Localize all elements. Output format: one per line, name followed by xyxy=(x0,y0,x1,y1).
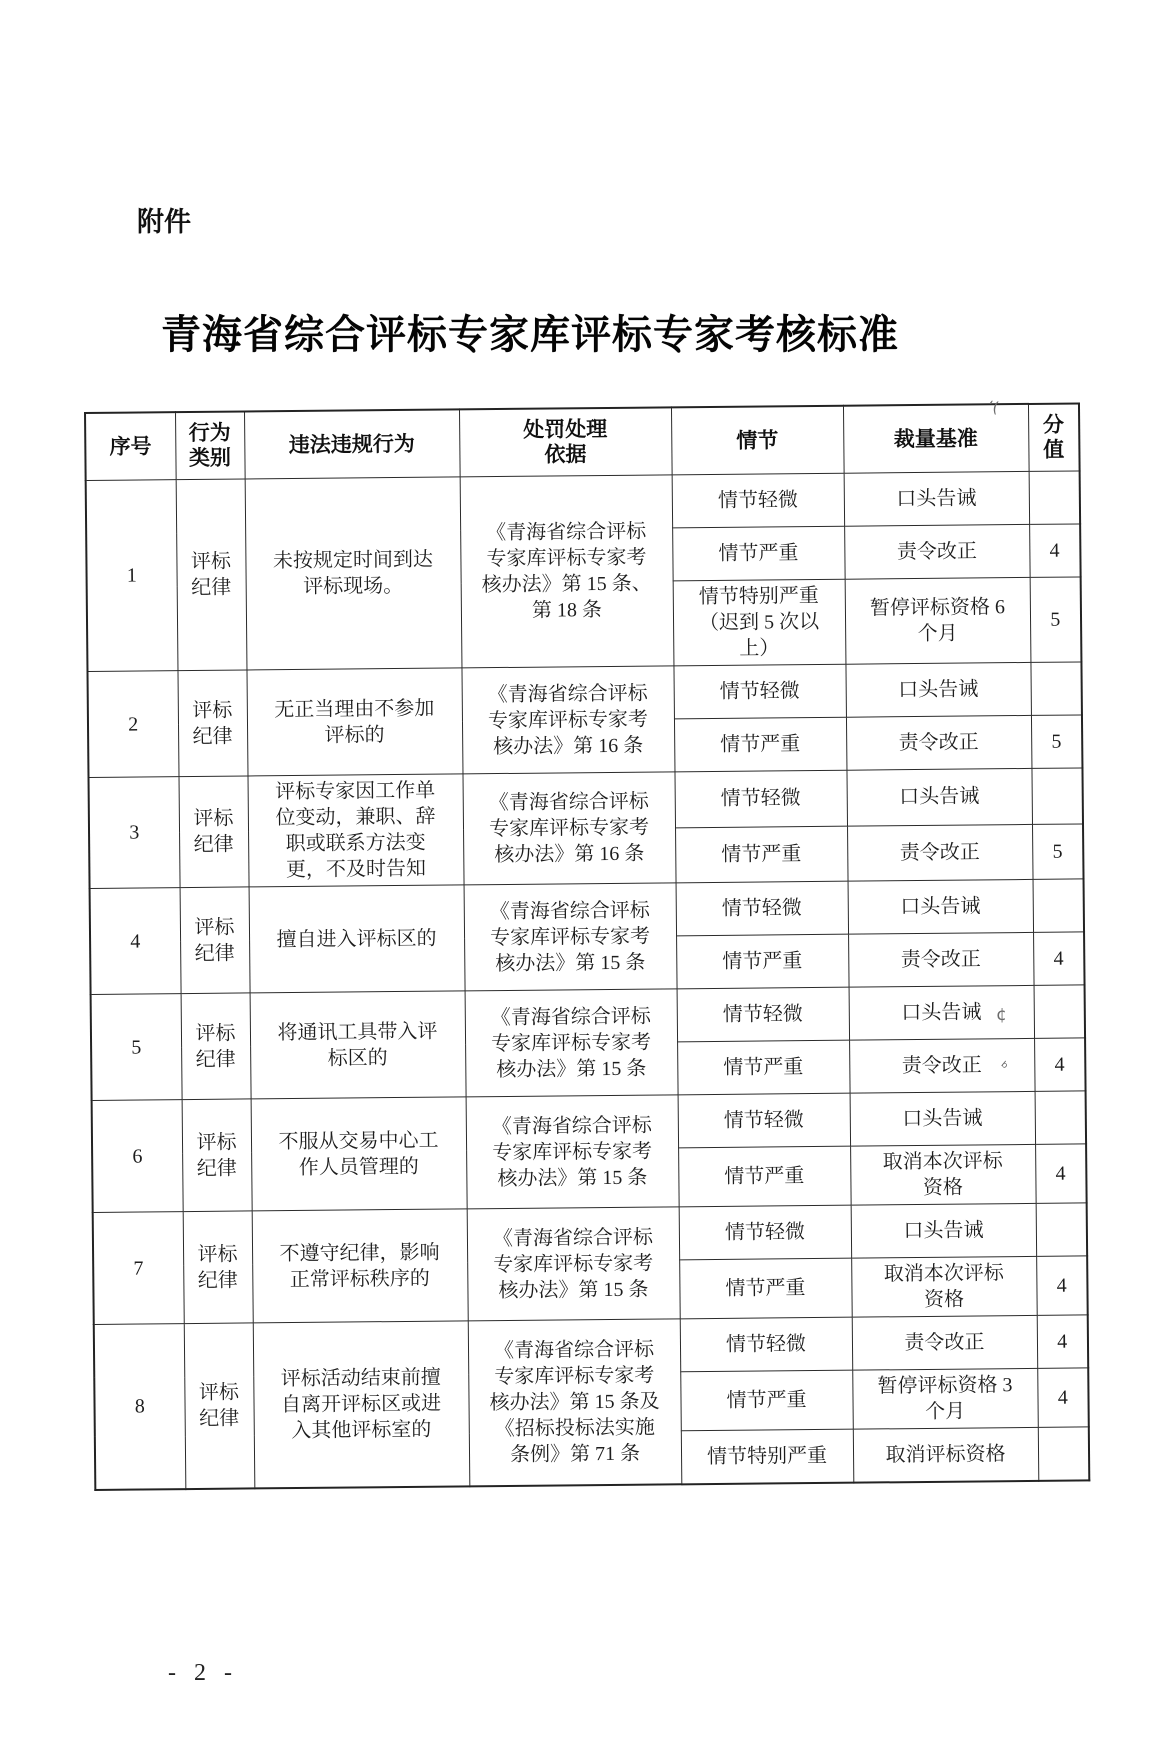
table-row xyxy=(87,662,1081,725)
cell-circumstance: 情节轻微 xyxy=(674,770,847,827)
column-header: 处罚处理 依据 xyxy=(459,407,672,477)
assessment-table-wrapper xyxy=(84,402,1088,1490)
cell-circumstance: 情节轻微 xyxy=(673,664,846,719)
table-header-row xyxy=(85,403,1080,480)
cell-basis: 《青海省综合评标 专家库评标专家考 核办法》第 15 条 xyxy=(467,1207,680,1321)
cell-circumstance: 情节特别严重 （迟到 5 次以 上） xyxy=(673,579,846,666)
column-header: 行为 类别 xyxy=(175,411,245,479)
column-header: 分 值 xyxy=(1028,403,1080,471)
cell-serial-no: 5 xyxy=(91,994,182,1101)
cell-circumstance: 情节严重 xyxy=(674,717,847,772)
column-header: 序号 xyxy=(85,412,176,480)
cell-score: 5 xyxy=(1031,715,1083,768)
page-number: - 2 - xyxy=(168,1660,238,1686)
cell-score: 4 xyxy=(1037,1315,1089,1368)
cell-serial-no: 2 xyxy=(87,671,178,778)
cell-category: 评标 纪律 xyxy=(183,1211,253,1324)
cell-measure: 口头告诫 xyxy=(850,1091,1036,1146)
table-body xyxy=(86,471,1090,1490)
cell-score: 4 xyxy=(1034,1038,1086,1091)
cell-category: 评标 纪律 xyxy=(181,993,251,1100)
cell-measure: 责令改正 xyxy=(844,524,1030,579)
cell-measure: 责令改正 xyxy=(846,715,1032,770)
page-title: 青海省综合评标专家库评标专家考核标准 xyxy=(161,311,899,357)
cell-behavior: 不遵守纪律，影响 正常评标秩序的 xyxy=(252,1209,468,1323)
table-row xyxy=(91,985,1085,1048)
cell-circumstance: 情节严重 xyxy=(676,934,849,989)
cell-basis: 《青海省综合评标 专家库评标专家考 核办法》第 15 条、 第 18 条 xyxy=(460,475,674,668)
cell-measure: 口头告诫 xyxy=(848,879,1034,934)
cell-measure: 责令改正 xyxy=(852,1315,1038,1370)
cell-basis: 《青海省综合评标 专家库评标专家考 核办法》第 16 条 xyxy=(461,666,674,774)
cell-measure: 取消评标资格 xyxy=(853,1427,1039,1482)
cell-behavior: 未按规定时间到达 评标现场。 xyxy=(245,477,462,670)
cell-score xyxy=(1035,1091,1087,1144)
cell-score: 4 xyxy=(1036,1256,1088,1315)
cell-score xyxy=(1036,1203,1088,1256)
attachment-label: 附件 xyxy=(137,207,191,237)
cell-circumstance: 情节严重 xyxy=(680,1370,853,1431)
cell-circumstance: 情节严重 xyxy=(679,1258,852,1319)
cell-score: 4 xyxy=(1029,524,1081,577)
cell-circumstance: 情节轻微 xyxy=(679,1205,852,1260)
cell-score: 4 xyxy=(1037,1368,1089,1427)
scan-artifact: ᵇ xyxy=(994,1058,1012,1076)
cell-score xyxy=(1034,985,1086,1038)
cell-measure: 口头告诫 xyxy=(849,985,1035,1040)
cell-circumstance: 情节严重 xyxy=(678,1146,851,1207)
table-row xyxy=(93,1203,1087,1266)
cell-behavior: 擅自进入评标区的 xyxy=(249,885,465,993)
cell-measure: 责令改正 xyxy=(847,824,1033,881)
cell-category: 评标 纪律 xyxy=(177,670,247,777)
cell-serial-no: 8 xyxy=(94,1324,186,1490)
cell-score: 5 xyxy=(1030,577,1082,662)
cell-behavior: 评标活动结束前擅 自离开评标区或进 入其他评标室的 xyxy=(253,1321,470,1489)
column-header: 违法违规行为 xyxy=(244,409,460,479)
scan-artifact: ¢ xyxy=(996,1005,1007,1025)
cell-basis: 《青海省综合评标 专家库评标专家考 核办法》第 15 条及 《招标投标法实施 条例》第 71 条 xyxy=(468,1319,682,1487)
table-row xyxy=(92,1091,1086,1154)
assessment-table xyxy=(84,402,1090,1491)
cell-measure: 取消本次评标 资格 xyxy=(850,1144,1036,1205)
cell-behavior: 不服从交易中心工 作人员管理的 xyxy=(251,1097,467,1211)
cell-serial-no: 7 xyxy=(93,1212,184,1325)
cell-circumstance: 情节严重 xyxy=(675,826,848,883)
cell-score xyxy=(1030,662,1082,715)
cell-score: 5 xyxy=(1032,823,1084,879)
cell-basis: 《青海省综合评标 专家库评标专家考 核办法》第 15 条 xyxy=(465,989,678,1097)
cell-measure: 口头告诫 xyxy=(851,1203,1037,1258)
cell-serial-no: 1 xyxy=(86,480,178,672)
column-header: 裁量基准 xyxy=(843,404,1029,473)
cell-circumstance: 情节轻微 xyxy=(672,473,845,528)
cell-category: 评标 纪律 xyxy=(176,479,247,671)
cell-circumstance: 情节轻微 xyxy=(678,1093,851,1148)
cell-measure: 暂停评标资格 3 个月 xyxy=(852,1368,1038,1429)
cell-circumstance: 情节严重 xyxy=(672,526,845,581)
column-header: 情节 xyxy=(671,406,844,475)
cell-basis: 《青海省综合评标 专家库评标专家考 核办法》第 15 条 xyxy=(466,1095,679,1209)
cell-measure: 口头告诫 xyxy=(844,471,1030,526)
cell-behavior: 将通讯工具带入评 标区的 xyxy=(250,991,466,1099)
cell-measure: 口头告诫 xyxy=(846,768,1032,825)
cell-measure: 责令改正 xyxy=(848,932,1034,987)
cell-category: 评标 纪律 xyxy=(180,887,250,994)
cell-score xyxy=(1031,768,1083,824)
cell-score: 4 xyxy=(1033,932,1085,985)
cell-basis: 《青海省综合评标 专家库评标专家考 核办法》第 15 条 xyxy=(464,883,677,991)
table-row xyxy=(86,471,1080,534)
cell-measure: 取消本次评标 资格 xyxy=(851,1256,1037,1317)
cell-circumstance: 情节轻微 xyxy=(677,987,850,1042)
cell-category: 评标 纪律 xyxy=(184,1323,255,1489)
cell-score xyxy=(1033,879,1085,932)
cell-score xyxy=(1038,1427,1090,1481)
cell-circumstance: 情节特别严重 xyxy=(681,1429,854,1484)
cell-circumstance: 情节轻微 xyxy=(676,881,849,936)
cell-behavior: 无正当理由不参加 评标的 xyxy=(246,668,462,776)
cell-score xyxy=(1029,471,1081,524)
cell-category: 评标 纪律 xyxy=(179,776,249,888)
table-row xyxy=(89,768,1083,833)
cell-basis: 《青海省综合评标 专家库评标专家考 核办法》第 16 条 xyxy=(462,772,675,885)
cell-behavior: 评标专家因工作单 位变动，兼职、辞 职或联系方法变 更，不及时告知 xyxy=(248,774,464,887)
cell-measure: 暂停评标资格 6 个月 xyxy=(845,577,1031,664)
cell-serial-no: 6 xyxy=(92,1100,183,1213)
table-row xyxy=(94,1315,1088,1378)
cell-measure: 口头告诫 xyxy=(845,662,1031,717)
scan-artifact: ‘( xyxy=(986,397,1001,417)
cell-circumstance: 情节轻微 xyxy=(680,1317,853,1372)
cell-score: 4 xyxy=(1035,1144,1087,1203)
cell-circumstance: 情节严重 xyxy=(677,1040,850,1095)
cell-measure: 责令改正 xyxy=(849,1038,1035,1093)
cell-serial-no: 4 xyxy=(90,888,181,995)
table-row xyxy=(90,879,1084,942)
cell-serial-no: 3 xyxy=(89,777,180,889)
cell-category: 评标 纪律 xyxy=(182,1099,252,1212)
